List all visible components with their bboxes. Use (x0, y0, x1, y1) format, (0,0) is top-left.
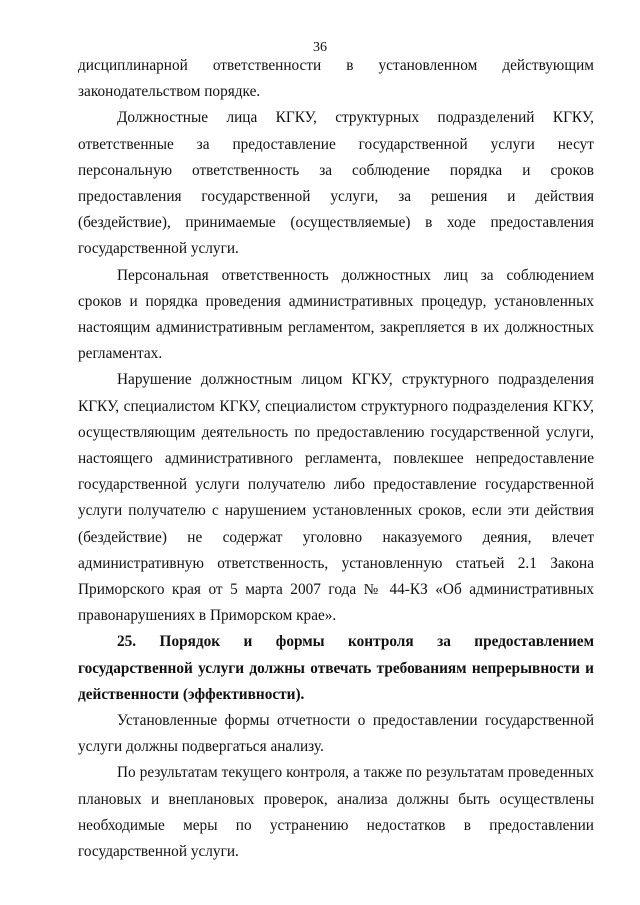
paragraph-continuation: дисциплинарной ответственности в установленном действующим законодательством порядке. (78, 57, 594, 101)
paragraph-personal-responsibility: Персональная ответственность должностных лиц за соблюдением сроков и порядка проведения административных процедур, установленных настоящим административным регламентом, закрепляется в их должностных регламентах. (78, 266, 594, 363)
paragraph-control-results: По результатам текущего контроля, а также по результатам проведенных плановых и внеплановых проверок, анализа должны быть осуществлены необходимые меры по устранению недостатков в предоставлении государственной услуги. (78, 764, 594, 861)
paragraph-reporting-forms: Установленные формы отчетности о предоставлении государственной услуги должны подвергаться анализу. (78, 712, 594, 756)
section-heading-25: 25. Порядок и формы контроля за предоставлением государственной услуги должны отвечать требованиям непрерывности и действенности (эффективности). (78, 633, 594, 703)
paragraph-officials-responsibility: Должностные лица КГКУ, структурных подразделений КГКУ, ответственные за предоставление государственной услуги несут персональную ответственность за соблюдение порядка и сроков предоставления государственной услуги, за решения и действия (бездействие), принимаемые (осуществляемые) в ходе предоставления государственной услуги. (78, 109, 594, 258)
page-number: 36 (313, 40, 327, 55)
document-body (78, 53, 594, 865)
paragraph-violation: Нарушение должностным лицом КГКУ, структурного подразделения КГКУ, специалистом КГКУ, специалистом структурного подразделения КГКУ, осуществляющим деятельность по предоставлению государственной услуги, настоящего административного регламента, повлекшее непредоставление государственной услуги получателю либо предоставление государственной услуги получателю с нарушением установленных сроков, если эти действия (бездействие) не содержат уголовно наказуемого деяния, влечет административную ответственность, установленную статьей 2.1 Закона Приморского края от 5 марта 2007 года № 44-КЗ «Об административных правонарушениях в Приморском крае». (78, 371, 594, 625)
